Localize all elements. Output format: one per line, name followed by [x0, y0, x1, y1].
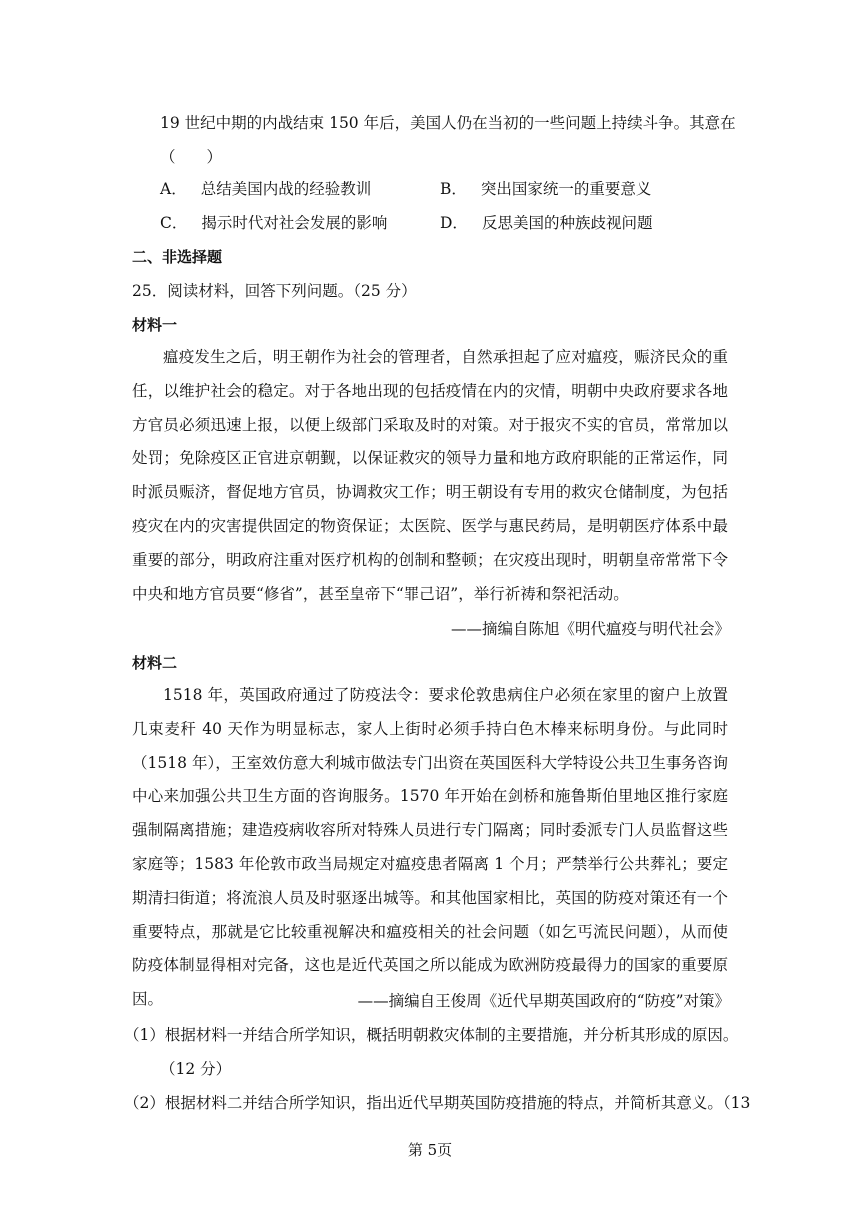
q24-stem-line2: （ ）: [160, 148, 223, 166]
q24-option-d: [440, 212, 652, 234]
q24-option-b: [440, 178, 651, 200]
option-text: 总结美国内战的经验教训: [200, 180, 372, 198]
q24-stem-line1: 19 世纪中期的内战结束 150 年后，美国人仍在当初的一些问题上持续斗争。其意在: [160, 114, 736, 132]
q25-intro: 25．阅读材料，回答下列问题。（25 分）: [132, 282, 417, 300]
material1-text: 瘟疫发生之后，明王朝作为社会的管理者，自然承担起了应对瘟疫，赈济民众的重任，以维护社会的稳定。对于各地出现的包括疫情在内的灾情，明朝中央政府要求各地方官员必须迅速上报，以便上级部门采取及时的对策。对于报灾不实的官员，常常加以处罚；免除疫区正官进京朝觐，以保证救灾的领导力量和地方政府职能的正常运作，同时派员赈济，督促地方官员，协调救灾工作；明王朝设有专用的救灾仓储制度，为包括疫灾在内的灾害提供固定的物资保证；太医院、医学与惠民药局，是明朝医疗体系中最重要的部分，明政府注重对医疗机构的创制和整顿；在灾疫出现时，明朝皇帝常常下令中央和地方官员要“修省”，甚至皇帝下“罪己诏”，举行祈祷和祭祀活动。: [132, 348, 728, 603]
option-letter: A．: [160, 180, 187, 198]
section-heading: 二、非选择题: [132, 248, 223, 266]
material2-source: ——摘编自王俊周《近代早期英国政府的“防疫”对策》: [357, 992, 730, 1010]
material1-source: ——摘编自陈旭《明代瘟疫与明代社会》: [450, 620, 730, 638]
option-text: 突出国家统一的重要意义: [480, 180, 652, 198]
option-letter: C．: [160, 214, 188, 232]
option-text: 揭示时代对社会发展的影响: [201, 214, 388, 232]
page-number: 第 5页: [407, 1141, 453, 1159]
material2-label: 材料二: [132, 654, 178, 672]
q24-option-a: [160, 178, 371, 200]
q25-sub1-line1: （1）根据材料一并结合所学知识，概括明朝救灾体制的主要措施，并分析其形成的原因。: [124, 1026, 739, 1044]
q24-option-c: [160, 212, 387, 234]
q25-sub2-line1: （2）根据材料二并结合所学知识，指出近代早期英国防疫措施的特点，并简析其意义。（13: [124, 1094, 751, 1112]
material1-label: 材料一: [132, 316, 178, 334]
material2-text: 1518 年，英国政府通过了防疫法令：要求伦敦患病住户必须在家里的窗户上放置几束麦秆 40 天作为明显标志，家人上街时必须手持白色木棒来标明身份。与此同时（1518 年），王室效仿意大利城市做法专门出资在英国医科大学特设公共卫生事务咨询中心来加强公共卫生方面的咨询服务。1570 年开始在剑桥和施鲁斯伯里地区推行家庭强制隔离措施；建造疫病收容所对特殊人员进行专门隔离；同时委派专门人员监督这些家庭等；1583 年伦敦市政当局规定对瘟疫患者隔离 1 个月；严禁举行公共葬礼；要定期清扫街道；将流浪人员及时驱逐出城等。和其他国家相比，英国的防疫对策还有一个重要特点，那就是它比较重视解决和瘟疫相关的社会问题（如乞丐流民问题），从而使防疫体制显得相对完备，这也是近代英国之所以能成为欧洲防疫最得力的国家的重要原因。: [132, 686, 728, 1009]
option-letter: B．: [440, 180, 467, 198]
q25-sub1-line2: （12 分）: [160, 1060, 232, 1078]
option-letter: D．: [440, 214, 468, 232]
option-text: 反思美国的种族歧视问题: [481, 214, 653, 232]
